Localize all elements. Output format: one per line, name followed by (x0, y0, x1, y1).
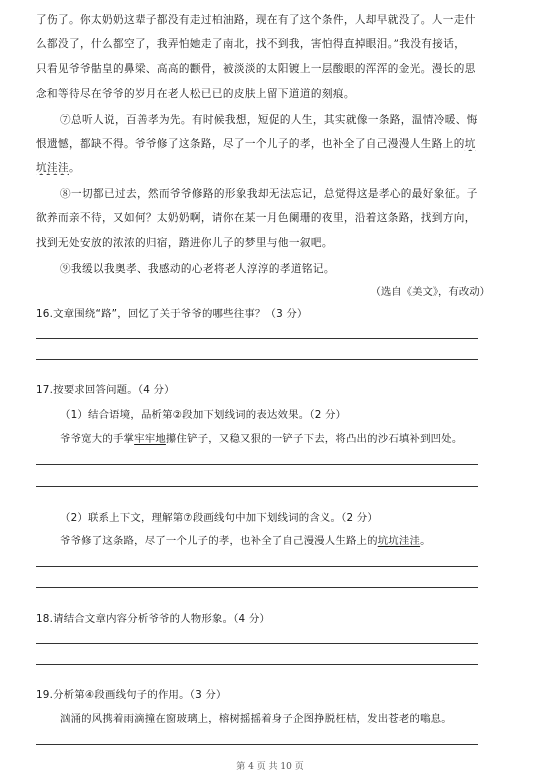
question-16: 16.文章围绕“路”，回忆了关于爷爷的哪些往事？（3 分） (36, 308, 308, 320)
question-17-2-quote (60, 535, 500, 548)
page-footer: 第 4 页 共 10 页 (236, 762, 304, 772)
underlined-word: 坑洼洼 (36, 162, 69, 174)
passage-line: 念和等待尽在爷爷的岁月在老人松已已的皮肤上留下道道的刻痕。 (36, 88, 355, 100)
underlined-word: 牢牢地 (134, 433, 166, 445)
passage-text: 。 (68, 162, 80, 174)
question-18: 18.请结合文章内容分析爷爷的人物形象。（4 分） (36, 613, 271, 625)
answer-line[interactable] (36, 643, 478, 644)
quote-text: 爷爷修了这条路，尽了一个儿子的孝，也补全了自己漫漫人生路上的 (60, 535, 378, 547)
answer-line[interactable] (36, 486, 478, 487)
passage-line: ⑨我缓以我奥孝、我感动的心老将老人淳淳的孝道铭记。 (60, 263, 335, 275)
underlined-word: 坑 (464, 138, 476, 150)
question-19: 19.分析第④段画线句子的作用。（3 分） (36, 689, 227, 701)
answer-line[interactable] (36, 338, 478, 339)
passage-line (36, 138, 506, 151)
quote-text: 爷爷宽大的手掌 (60, 433, 135, 445)
answer-line[interactable] (36, 566, 478, 567)
underlined-word: 坑坑洼洼 (377, 535, 421, 547)
question-19-quote: 汹涌的风携着雨滴撞在窗玻璃上，榕树摇摇着身子企图挣脱枉桔，发出苍老的嗡息。 (60, 713, 452, 725)
source-note: （选自《美文》，有改动） (370, 286, 490, 298)
question-17-1: （1）结合语境，品析第②段加下划线词的表达效果。（2 分） (60, 409, 347, 421)
question-17-1-quote (60, 433, 506, 446)
passage-line: ⑧一切都已过去，然而爷爷修路的形象我却无法忘记，总觉得这是孝心的最好象征。子 (60, 188, 478, 200)
passage-line: 只看见爷爷骷皇的鼻梁、高高的颧骨，被淡淡的太阳镀上一层酸眼的浑浑的金光。漫长的思 (36, 63, 476, 75)
passage-text: 恨遗憾，都缺不得。爷爷修了这条路，尽了一个儿子的孝，也补全了自己漫漫人生路上的 (36, 138, 465, 150)
answer-line[interactable] (36, 464, 478, 465)
passage-line: 欲养而亲不待，又如何？太奶奶啊，请你在某一月色阑珊的夜里，沿着这条路，找到方向， (36, 212, 476, 224)
answer-line[interactable] (36, 744, 478, 745)
passage-line: ⑦总听人说，百善孝为先。有时候我想，短促的人生，其实就像一条路，温情冷暖、悔 (60, 114, 478, 126)
answer-line[interactable] (36, 359, 478, 360)
question-17-2: （2）联系上下文，理解第⑦段画线句中加下划线词的含义。（2 分） (60, 512, 378, 524)
quote-text: 。 (420, 535, 431, 547)
passage-line (36, 162, 506, 175)
passage-line: 么都没了，什么都空了，我弄怕她走了南北，找不到我，害怕得直掉眼泪。”我没有接话， (36, 38, 466, 50)
question-17: 17.按要求回答问题。（4 分） (36, 384, 175, 396)
passage-line: 了伤了。你太奶奶这辈子都没有走过柏油路，现在有了这个条件，人却早就没了。人一走什 (36, 14, 476, 26)
answer-line[interactable] (36, 664, 478, 665)
passage-line: 找到无处安放的浓浓的归宿，踏进你儿子的梦里与他一叙吧。 (36, 237, 333, 249)
quote-text: 攥住铲子，又稳又狠的一铲子下去，将凸出的沙石填补到凹处。 (165, 433, 463, 445)
answer-line[interactable] (36, 587, 478, 588)
